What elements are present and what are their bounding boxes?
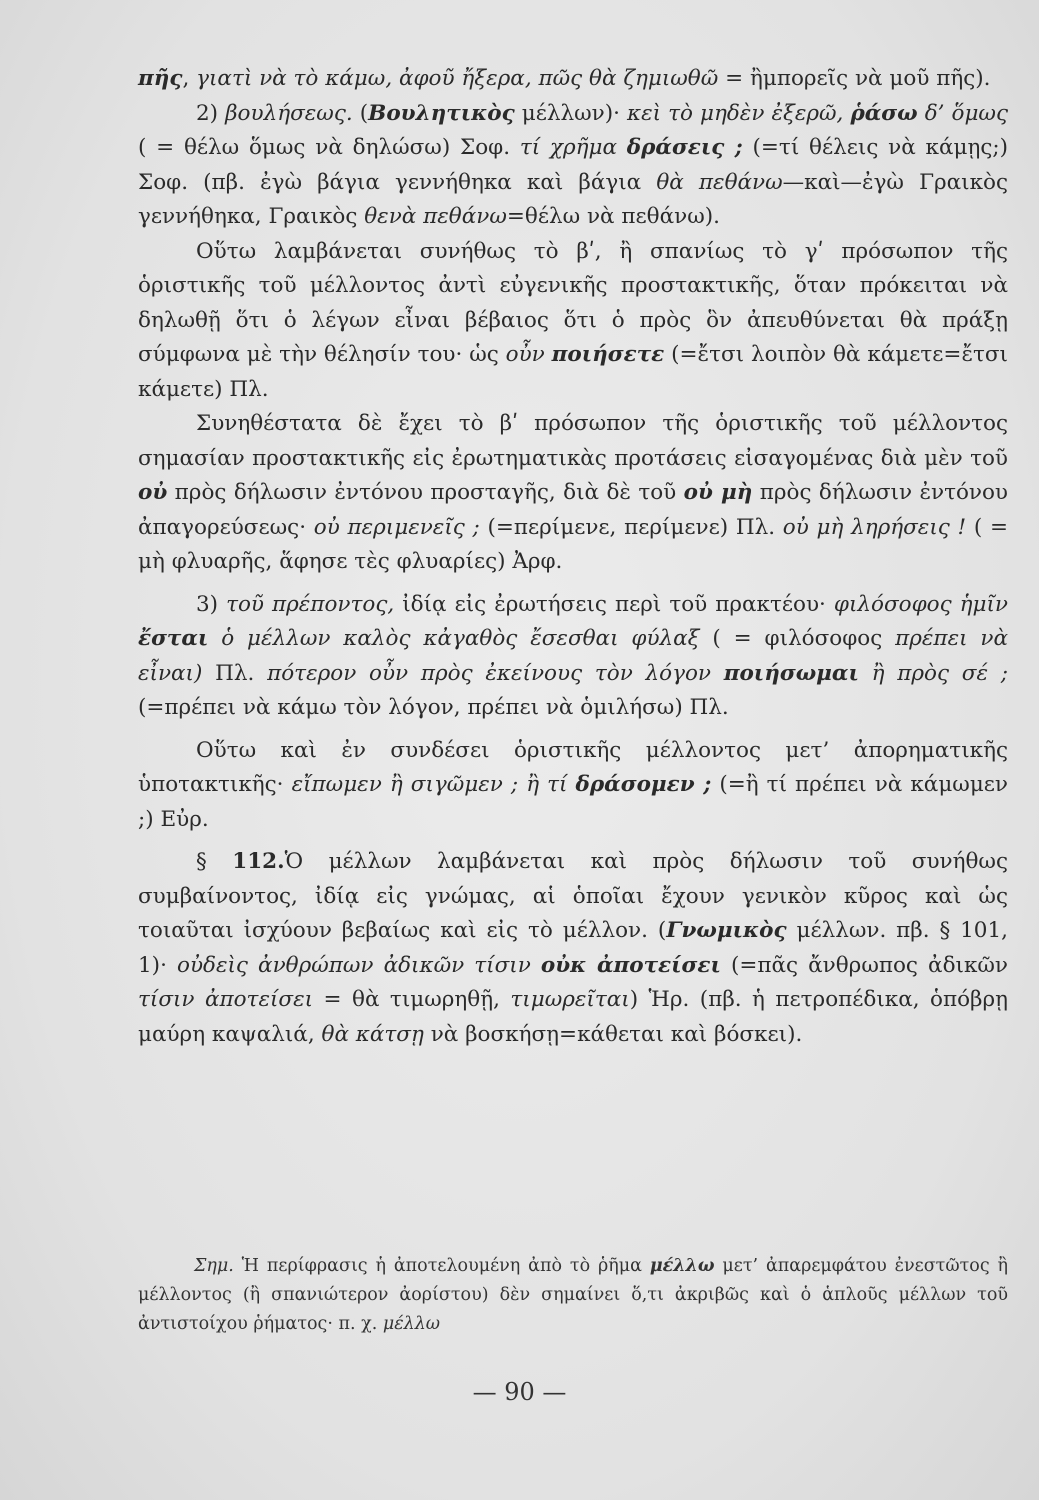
text-run: πρὸς δήλωσιν ἐντόνου ἀπαγορεύσεως· — [138, 480, 1008, 540]
paragraph-continuation — [138, 62, 1008, 97]
text-run — [208, 626, 221, 651]
main-text — [138, 62, 1008, 1052]
text-run — [567, 772, 575, 797]
text-run: (=πᾶς ἄνθρωπος ἀδικῶν — [720, 952, 1008, 978]
paragraph-3-propriety — [138, 588, 1008, 726]
text-run: δ’ ὅμως — [924, 100, 1009, 126]
text-run: γιατὶ νὰ τὸ κάμω, ἀφοῦ ἤξερα, πῶς θὰ ζημιωθῶ — [196, 66, 719, 91]
footnote-text — [138, 1252, 1008, 1339]
text-run: οὖν — [505, 342, 545, 367]
text-run: Ὁ μέλλων λαμβάνεται καὶ πρὸς δήλωσιν τοῦ συνήθως συμβαίνοντος, ἰδίᾳ εἰς γνώμας, αἱ ὁποῖαι ἔχουν γενικὸν κῦρος καὶ ὡς τοιαῦται ἰσχύουν βεβαίως καὶ εἰς τὸ μέλλον. ( — [138, 849, 1009, 943]
text-run: οὐ — [138, 480, 168, 505]
footnote — [138, 1252, 1008, 1339]
text-run: οὐκ ἀποτείσει — [540, 952, 721, 978]
text-run: πρὸς δήλωσιν ἐντόνου προσταγῆς, διὰ δὲ τοῦ — [167, 480, 684, 505]
text-run — [711, 661, 724, 686]
paragraph-second-person — [138, 235, 1008, 408]
text-run: οὐ μὴ — [683, 480, 753, 505]
text-run: Συνηθέστατα δὲ ἔχει τὸ βʹ πρόσωπον τῆς ὁριστικῆς τοῦ μέλλοντος σημασίαν προστακτικῆς εἰς ἐρωτηματικὰς προτάσεις εἰσαγομένας διὰ μὲν τοῦ — [138, 411, 1008, 471]
text-run: νὰ βοσκήσῃ=κάθεται καὶ βόσκει). — [423, 1021, 803, 1047]
text-run: 3) — [196, 591, 227, 617]
text-run: ἢ πρὸς σέ ; — [871, 660, 1008, 686]
text-run: μέλλω — [649, 1256, 715, 1276]
text-run: μέλλων)· — [514, 100, 627, 126]
text-run: οὐ περιμενεῖς ; — [313, 514, 480, 540]
text-run: ῥάσω — [850, 100, 918, 126]
text-run: πῆς — [138, 66, 183, 91]
text-run: Γνωμικὸς — [666, 918, 787, 943]
text-run: ) Ἡρ. (πβ. ἡ πετροπέδικα, ὁπόβρῃ μαύρη καψαλιά, — [138, 987, 1008, 1047]
text-run: οὐδεὶς ἀνθρώπων ἀδικῶν τίσιν — [177, 952, 531, 978]
text-run: ἔσται — [138, 626, 209, 651]
text-run — [918, 101, 925, 126]
text-run: 112. — [232, 849, 285, 874]
text-run: = ἢμπορεῖς νὰ μοῦ πῆς). — [718, 66, 991, 91]
text-run: ποιήσωμαι — [723, 660, 859, 686]
text-run: δράσεις ; — [626, 135, 743, 160]
text-run: Σημ. — [194, 1256, 234, 1276]
text-run: = θὰ τιμωρηθῇ, — [313, 987, 511, 1012]
text-run: μέλλω — [382, 1314, 441, 1334]
text-run: , — [182, 66, 197, 91]
text-run: τιμωρεῖται — [510, 987, 630, 1012]
text-run: θὰ κάτσῃ — [321, 1021, 424, 1047]
text-run: ( = μὴ φλυαρῆς, ἅφησε τὲς φλυαρίες) Ἀρφ. — [138, 514, 1008, 574]
paragraph-subjunctive — [138, 734, 1008, 838]
text-run: τί χρῆμα — [519, 135, 617, 160]
text-run — [531, 953, 541, 978]
text-run: ( — [352, 100, 369, 126]
paragraph-section-112 — [138, 845, 1008, 1052]
text-run: Οὕτω καὶ ἐν συνδέσει ὁριστικῆς μέλλοντος μετ’ ἀπορηματικῆς ὑποτακτικῆς· — [138, 737, 1008, 797]
text-run: Βουλητικὸς — [368, 100, 515, 126]
text-run: οὐ μὴ ληρήσεις ! — [782, 514, 967, 540]
text-run: μέλλων. πβ. § 101, 1)· — [138, 918, 1008, 978]
page-number: — 90 — — [472, 1378, 567, 1406]
text-run: Πλ. — [202, 660, 268, 686]
text-run: (=πρέπει νὰ κάμω τὸν λόγον, πρέπει νὰ ὁμιλήσω) Πλ. — [138, 695, 729, 720]
text-run: ἰδίᾳ εἰς ἐρωτήσεις περὶ τοῦ πρακτέου· — [394, 591, 834, 617]
text-run: πότερον οὖν πρὸς ἐκείνους τὸν λόγον — [267, 660, 711, 686]
text-run: θὰ πεθάνω — [656, 169, 783, 195]
text-run: (=ἢ τί πρέπει νὰ κάμωμεν ;) Εὐρ. — [138, 772, 1008, 832]
text-run: κεὶ τὸ μηδὲν ἐξερῶ, — [627, 100, 844, 126]
text-run: Οὕτω λαμβάνεται συνήθως τὸ βʹ, ἢ σπανίως τὸ γʹ πρόσωπον τῆς ὁριστικῆς τοῦ μέλλοντος ἀντὶ εὐγενικῆς προστακτικῆς, ὅταν πρόκειται νὰ δηλωθῇ ὅτι ὁ λέγων εἶναι βέβαιος ὅτι ὁ πρὸς ὃν ἀπευθύνεται θὰ πράξῃ σύμφωνα μὲ τὴν θέλησίν του· ὡς — [138, 238, 1008, 367]
text-run: βουλήσεως. — [225, 100, 353, 126]
text-run: φιλόσοφος ἡμῖν — [833, 591, 1008, 617]
text-run: θενὰ πεθάνω — [364, 204, 507, 229]
text-run: (=ἔτσι λοιπὸν θὰ κάμετε=ἔτσι κάμετε) Πλ. — [138, 342, 1008, 402]
text-run: =θέλω νὰ πεθάνω). — [506, 204, 720, 229]
text-run: ( = θέλω ὅμως νὰ δηλώσω) Σοφ. — [138, 135, 520, 160]
paragraph-2-voluntative — [138, 97, 1008, 235]
text-run — [617, 135, 627, 160]
text-run: —καὶ—ἐγὼ Γραικὸς γεννήθηκα, Γραικὸς — [138, 169, 1009, 229]
text-run: ὁ μέλλων καλὸς κἀγαθὸς ἔσεσθαι φύλαξ — [221, 626, 700, 651]
text-run — [545, 342, 552, 367]
text-run: Ἡ περίφρασις ἡ ἀποτελουμένη ἀπὸ τὸ ῥῆμα — [233, 1256, 650, 1276]
text-run: ( = φιλόσοφος — [699, 626, 896, 651]
text-run: μετ’ ἀπαρεμφάτου ἐνεστῶτος ἢ μέλλοντος (ἢ σπανιώτερον ἀορίστου) δὲν σημαίνει ὅ,τι ἀκριβῶς καὶ ὁ ἁπλοῦς μέλλων τοῦ ἀντιστοίχου ῥήματος· π. χ. — [138, 1256, 1008, 1334]
text-run: 2) — [196, 100, 226, 126]
paragraph-questions — [138, 407, 1008, 580]
text-run: ποιήσετε — [551, 342, 665, 367]
text-run: (=τί θέλεις νὰ κάμῃς;) Σοφ. (πβ. ἐγὼ βάγια γεννήθηκα καὶ βάγια — [138, 135, 1008, 195]
text-run: τοῦ πρέποντος, — [226, 591, 395, 617]
text-run: εἴπωμεν ἢ σιγῶμεν ; ἢ τί — [291, 772, 568, 797]
text-run: δράσομεν ; — [575, 772, 712, 797]
text-run: πρέπει νὰ εἶναι) — [138, 626, 1008, 686]
text-run: § — [196, 849, 233, 874]
text-run: τίσιν ἀποτείσει — [138, 987, 314, 1012]
text-run: (=περίμενε, περίμενε) Πλ. — [479, 514, 783, 540]
text-run — [859, 661, 872, 686]
